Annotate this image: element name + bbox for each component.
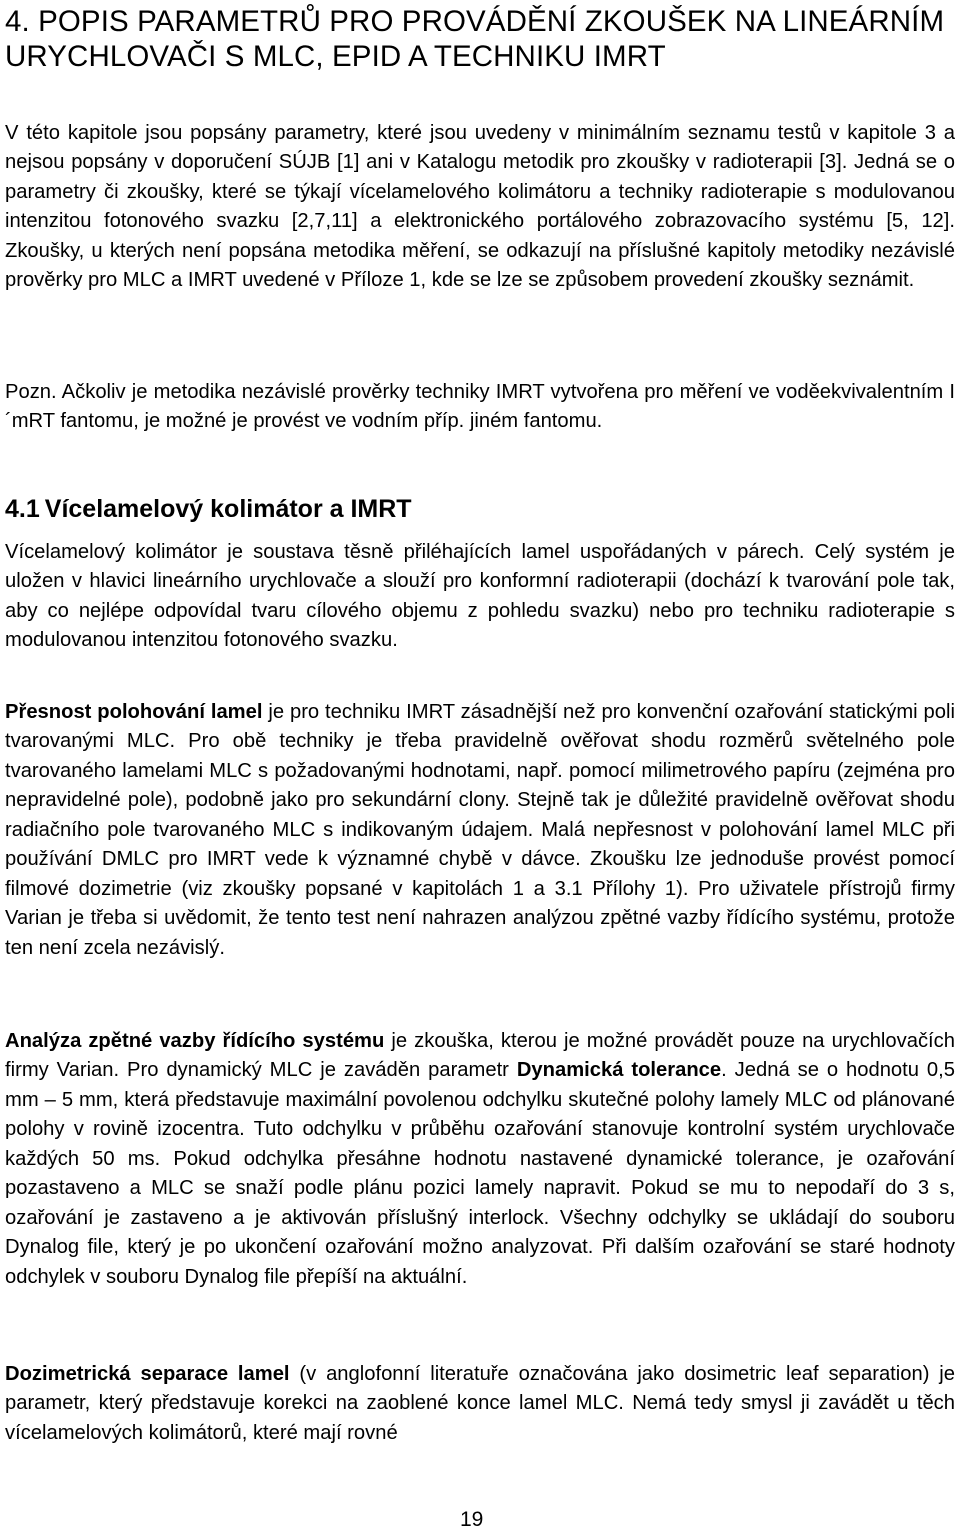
page-number: 19 — [460, 1508, 484, 1531]
chapter-title: 4. POPIS PARAMETRŮ PRO PROVÁDĚNÍ ZKOUŠEK NA LINEÁRNÍM URYCHLOVAČI S MLC, EPID A TECHNIKU IMRT — [5, 5, 945, 73]
feedback-analysis-text-a: je zkouška, kterou je možné provádět pouze na urychlovačích firmy Varian. Pro dynamický MLC je zaváděn parametr — [5, 1030, 955, 1082]
dynamic-tolerance-term: Dynamická tolerance — [516, 1059, 722, 1082]
leaf-separation-text: (v anglofonní literatuře označována jako dosimetric leaf separation) je parametr, který představuje korekci na zaoblené konce lamel MLC. Nemá tedy smysl ji zavádět u těch vícelamelových kolimátorů, které mají rovné — [5, 1363, 956, 1444]
leaf-separation-paragraph — [5, 1360, 955, 1448]
section-number: 4.1 — [5, 495, 40, 523]
mlc-definition-paragraph: Vícelamelový kolimátor je soustava těsně přiléhajících lamel uspořádaných v párech. Celý systém je uložen v hlavici lineárního urychlovače a slouží pro konformní radioterapii (dochází k tvarování pole tak, aby co nejlépe odpovídal tvaru cílového objemu z pohledu svazku) nebo pro techniku radioterapie s modulovanou intenzitou fotonového svazku. — [5, 541, 955, 652]
section-heading — [5, 493, 412, 525]
feedback-analysis-text-b: . Jedná se o hodnotu 0,5 mm – 5 mm, která představuje maximální povolenou odchylku skutečné polohy lamely MLC od plánované polohy v rovině izocentra. Tuto odchylku v průběhu ozařování stanovuje kontrolní systém urychlovače každých 50 ms. Pokud odchylka přesáhne hodnotu nastavené dynamické tolerance, je ozařování pozastaveno a MLC se snaží podle plánu pozici lamely napravit. Pokud se mu to nepodaří do 3 s, ozařování je zastaveno a je aktivován příslušný interlock. Všechny odchylky se ukládají do souboru Dynalog file, který je po ukončení ozařování možno analyzovat. Při dalším ozařování se staré hodnoty odchylek v souboru Dynalog file přepíší na aktuální. — [5, 1059, 955, 1288]
feedback-analysis-term: Analýza zpětné vazby řídícího systému — [5, 1030, 385, 1052]
leaf-positioning-text: je pro techniku IMRT zásadnější než pro konvenční ozařování statickými poli tvarovanými MLC. Pro obě techniky je třeba pravidelně ověřovat shodu rozměrů světelného pole tvarovaného lamelami MLC s požadovanými hodnotami, např. pomocí milimetrového papíru (zejména pro nepravidelné pole), podobně jako pro sekundární clony. Stejně tak je důležité pravidelně ověřovat shodu radiačního pole tvarovaného MLC s indikovaným údajem. Malá nepřesnost v polohování lamel MLC při používání DMLC pro IMRT vede k významné chybě v dávce. Zkoušku lze jednoduše provést pomocí filmové dozimetrie (viz zkoušky popsané v kapitolách 1 a 3.1 Přílohy 1). Pro uživatele přístrojů firmy Varian je třeba si uvědomit, že tento test není nahrazen analýzou zpětné vazby řídícího systému, protože ten není zcela nezávislý. — [5, 701, 955, 959]
section-title: Vícelamelový kolimátor a IMRT — [44, 495, 412, 523]
note-paragraph: Pozn. Ačkoliv je metodika nezávislé prověrky techniky IMRT vytvořena pro měření ve voděekvivalentním I´mRT fantomu, je možné je provést ve vodním příp. jiném fantomu. — [5, 381, 955, 433]
leaf-positioning-paragraph — [5, 698, 955, 963]
feedback-analysis-paragraph — [5, 1027, 955, 1292]
leaf-positioning-term: Přesnost polohování lamel — [5, 701, 263, 723]
leaf-separation-term: Dozimetrická separace lamel — [5, 1363, 290, 1385]
intro-paragraph: V této kapitole jsou popsány parametry, které jsou uvedeny v minimálním seznamu testů v kapitole 3 a nejsou popsány v doporučení SÚJB [1] ani v Katalogu metodik pro zkoušky v radioterapii [3]. Jedná se o parametry či zkoušky, které se týkají vícelamelového kolimátoru a techniky radioterapie s modulovanou intenzitou fotonového svazku [2,7,11] a elektronického portálového zobrazovacího systému [5, 12]. Zkoušky, u kterých není popsána metodika měření, se odkazují na příslušné kapitoly metodiky nezávislé prověrky pro MLC a IMRT uvedené v Příloze 1, kde se lze se způsobem provedení zkoušky seznámit. — [5, 122, 955, 292]
